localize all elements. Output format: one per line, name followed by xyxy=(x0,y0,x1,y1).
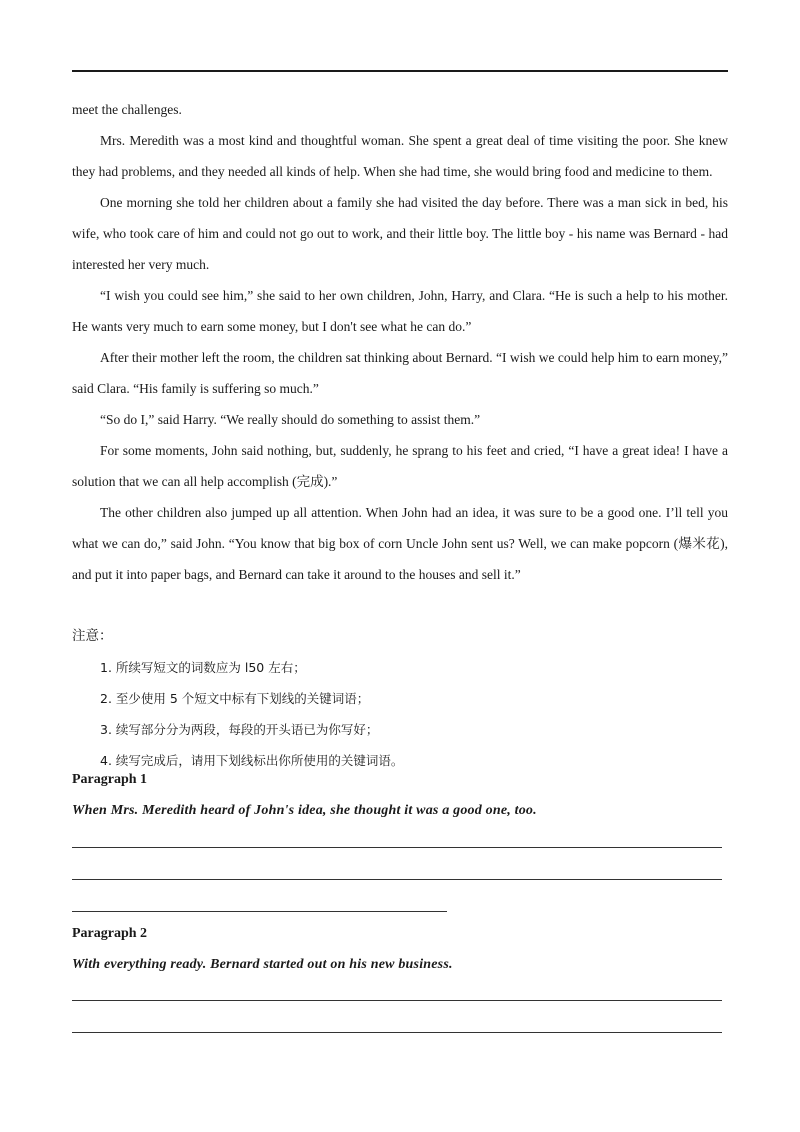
instruction-item: 3. 续写部分分为两段，每段的开头语已为你写好； xyxy=(100,722,379,737)
writing-line[interactable] xyxy=(72,847,722,848)
paragraph2-lead: With everything ready. Bernard started out on his new business. xyxy=(72,957,453,972)
instructions xyxy=(72,621,728,776)
passage-paragraph: “So do I,” said Harry. “We really should do something to assist them.” xyxy=(100,412,481,427)
instructions-heading: 注意： xyxy=(72,628,113,644)
instructions-list xyxy=(72,652,728,776)
passage-paragraph: meet the challenges. xyxy=(72,102,182,117)
passage-paragraph: The other children also jumped up all attention. When John had an idea, it was sure to be a good one. I’ll tell you what we can do,” said John. “You know that big box of corn Uncle John sent us? Well, we can make popcorn (爆米花), and put it into paper bags, and Bernard can take it around to the houses and sell it.” xyxy=(72,505,728,582)
paragraph1-lead: When Mrs. Meredith heard of John's idea, she thought it was a good one, too. xyxy=(72,803,537,818)
writing-line[interactable] xyxy=(72,911,447,912)
passage-paragraph: After their mother left the room, the children sat thinking about Bernard. “I wish we could help him to earn money,” said Clara. “His family is suffering so much.” xyxy=(72,350,728,396)
passage xyxy=(72,94,728,590)
instruction-item: 2. 至少使用 5 个短文中标有下划线的关键词语； xyxy=(100,691,370,706)
header-rule xyxy=(72,70,728,72)
passage-paragraph: For some moments, John said nothing, but, suddenly, he sprang to his feet and cried, “I have a great idea! I have a solution that we can all help accomplish (完成).” xyxy=(72,443,728,489)
passage-paragraph: Mrs. Meredith was a most kind and thoughtful woman. She spent a great deal of time visiting the poor. She knew they had problems, and they needed all kinds of help. When she had time, she would bring food and medicine to them. xyxy=(72,133,728,179)
writing-line[interactable] xyxy=(72,1032,722,1033)
writing-line[interactable] xyxy=(72,879,722,880)
passage-paragraph: “I wish you could see him,” she said to her own children, John, Harry, and Clara. “He is such a help to his mother. He wants very much to earn some money, but I don't see what he can do.” xyxy=(72,288,728,334)
paragraph1-title: Paragraph 1 xyxy=(72,772,148,787)
paragraph2-title: Paragraph 2 xyxy=(72,926,148,941)
instruction-item: 4. 续写完成后，请用下划线标出你所使用的关键词语。 xyxy=(100,753,404,768)
passage-paragraph: One morning she told her children about a family she had visited the day before. There was a man sick in bed, his wife, who took care of him and could not go out to work, and their little boy. The little boy - his name was Bernard - had interested her very much. xyxy=(72,195,728,272)
writing-line[interactable] xyxy=(72,1000,722,1001)
instruction-item: 1. 所续写短文的词数应为 l50 左右； xyxy=(100,660,306,675)
